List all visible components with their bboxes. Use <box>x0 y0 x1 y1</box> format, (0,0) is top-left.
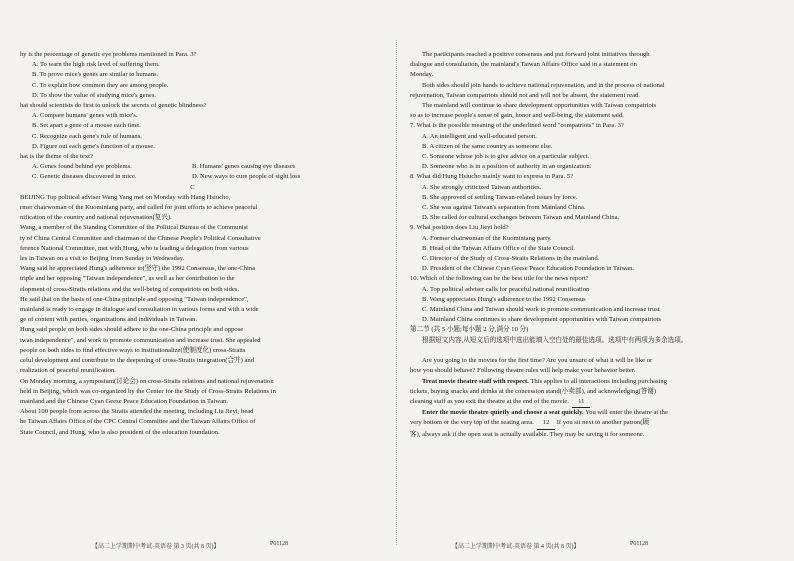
passage-line: On Monday morning, a symposium(讨论会) on cross-Straits relations and national rejuvenation <box>20 377 274 385</box>
option-line: D. Someone who is in a position of authority in an organization. <box>422 163 592 171</box>
option-line: B. Head of the Taiwan Affairs Office of the State Council. <box>422 244 576 252</box>
rule2-line2-pre: very bottom or the very top of the seating area. <box>410 419 534 427</box>
passage-line: Both sides should join hands to achieve national rejuvenation, and in the process of national <box>422 81 665 89</box>
q-line: hat should scientists do first to unlock the secrets of genetic blindness? <box>20 102 207 110</box>
rule1-line <box>410 377 755 387</box>
option-line: A. She strongly criticized Taiwan authorities. <box>422 183 542 191</box>
passage-line: ference National Committee, met with Hung, who is leading a delegation from various <box>20 244 249 252</box>
passage-line: rejuvenation, Taiwan compatriots should not and will not be absent, the statement read. <box>410 91 640 99</box>
q-line: 8. What did Hung Hsiucho mainly want to express in Para. 5? <box>410 173 574 181</box>
passage-line: ge of content with parties, organizations and individuals in Taiwan. <box>20 316 198 324</box>
passage-line: ceful development and contribute to the deepening of cross-Straits integration(合并) and <box>20 357 255 365</box>
rule2-line3: 客), always ask if the open seat is actually available. They may be saving it for someone. <box>410 430 645 438</box>
passage-line: State Council, and Hung, who is also president of the education foundation. <box>20 428 220 436</box>
passage-line: rmer chairwoman of the Kuomintang party, and called for joint efforts to achieve peaceful <box>20 204 258 212</box>
option-line: C. Director of the Study of Cross-Straits Relations in the mainland. <box>422 255 600 263</box>
passage-line: elopment of cross-Straits relations and the well-being of compatriots on both sides. <box>20 285 240 293</box>
passage-line: Wang said he appreciated Hung's adherence to(坚守) the 1992 Consensus, the one-China <box>20 265 256 273</box>
option-line: B. To prove mice's genes are similar to humans. <box>32 71 159 79</box>
right-page-column <box>410 50 755 527</box>
option-line: C. Recognize each gene's role of humans. <box>32 132 142 140</box>
passage-line: realization of peaceful reunification. <box>20 367 116 375</box>
option-row <box>20 162 365 172</box>
passage-line: held in Beijing, which was co-organized by the Center for the Study of Cross-Straits Relations in <box>20 387 276 395</box>
intro-line: how you should behave? Following theatre rules will help make your behavior better. <box>410 367 636 375</box>
passage-line: mainland is ready to engage in dialogue and consultation in various forms and with a wide <box>20 306 259 314</box>
passage-line: The participants reached a positive consensus and put forward joint initiatives through <box>422 51 650 58</box>
option-a: A. Genes found behind eye problems. <box>32 163 132 171</box>
page-divider <box>396 40 397 545</box>
rule2-line2-post: If you sit next to another patron(顾 <box>555 419 650 427</box>
option-line: D. To show the value of studying mice's genes. <box>32 91 157 99</box>
section-heading: 第二节 (共 5 小题;每小题 2 分,满分 10 分) <box>410 326 529 334</box>
option-line: C. Someone whose job is to give advice on a particular subject. <box>422 153 590 161</box>
passage-line: he Taiwan Affairs Office of the CPC Central Committee and the Taiwan Affairs Office of <box>20 418 256 426</box>
option-line: A. To warn the high risk level of suffering them. <box>32 61 160 69</box>
section-letter: C <box>190 183 195 191</box>
passage-line: Wang, a member of the Standing Committee of the Political Bureau of the Communist <box>20 224 249 232</box>
blank-12[interactable]: 12 <box>537 418 555 429</box>
passage-line: BEIJING Top political adviser Wang Yang met on Monday with Hang Hsiucho, <box>20 193 231 201</box>
section-instruction: 根据短文内容,从短文后的选项中选出能填入空白处的最佳选项。选项中有两项为多余选项。 <box>422 336 688 344</box>
option-line: A. Compare humans' genes with mice's. <box>32 112 138 120</box>
passage-line: dialogue and consultation, the mainland's Taiwan Affairs Office said in a statement on <box>410 61 637 69</box>
q-line: hat is the theme of the text? <box>20 153 93 161</box>
passage-line: Hung said people on both sides should adhere to the one-China principle and oppose <box>20 326 244 334</box>
rule2-line <box>410 408 755 418</box>
q-line: 10. Which of the following can be the best title for the news report? <box>410 275 589 283</box>
blank-11[interactable]: 11 <box>572 397 590 408</box>
rule1-line2: tickets, buying snacks and drinks at the concession stand(小卖部), and acknowledging(答谢) <box>410 387 657 395</box>
q-line: 9. What position does Liu Jieyi hold? <box>410 224 509 232</box>
left-footer-label: 【高二上学期期中考试·英语卷 第 3 页(共 8 页)】 <box>92 544 220 550</box>
passage-line: iwan independence", and work to promote communication and increase trust. She appealed <box>20 336 261 344</box>
option-c: C. Genetic diseases discovered in mice. <box>32 173 137 181</box>
passage-line: Monday. <box>410 71 434 79</box>
rule1-heading: Treat movie theatre staff with respect. <box>422 377 529 385</box>
option-line: C. Mainland China and Taiwan should work to promote communication and increase trust <box>422 306 660 314</box>
option-line: D. Mainland China continues to share development opportunities with Taiwan compatriots <box>422 316 662 324</box>
option-line: D. She called for cultural exchanges between Taiwan and Mainland China. <box>422 214 620 222</box>
left-footer-code: P01128 <box>270 541 289 547</box>
passage-line: people on both sides to find effective ways to institutionalize(使制度化) cross-Straits <box>20 346 246 354</box>
rule1-text: This applies to all interactions including purchasing <box>528 377 667 385</box>
q-line: 7. What is the possible meaning of the underlined word "compatriots" in Para. 3? <box>410 122 624 130</box>
rule2-heading: Enter the movie theatre quietly and choose a seat quickly. <box>422 409 584 417</box>
q-line: hy is the percentage of genetic eye problems mentioned in Para. 3? <box>20 51 197 58</box>
passage-line: He said that on the basis of one-China principle and opposing "Taiwan independence", <box>20 295 249 303</box>
intro-line: Are you going to the movies for the first time? Are you unsure of what it will be like or <box>422 357 653 365</box>
option-line: B. Set apart a gene of a mouse each time. <box>32 122 141 130</box>
option-line: A. Top political adviser calls for peaceful national reunification <box>422 285 590 293</box>
option-line: B. She approved of settling Taiwan-related issues by force. <box>422 193 578 201</box>
rule2-line2 <box>410 418 755 429</box>
passage-line: les in Taiwan on a visit to Beijing from Sunday to Wednesday. <box>20 255 185 263</box>
passage-line: mainland and the Chinese Cyan Geese Peace Education Foundation in Taiwan. <box>20 397 228 405</box>
passage-line: The mainland will continue to share development opportunities with Taiwan compatriots <box>422 102 657 110</box>
option-row <box>20 172 365 182</box>
option-b: B. Humans' genes causing eye diseases <box>192 163 296 171</box>
right-footer-code: P01128 <box>630 541 649 547</box>
option-line: A. Former chairwoman of the Kuomintang party. <box>422 234 552 242</box>
option-line: A. An intelligent and well-educated person. <box>422 132 537 140</box>
option-line: C. To explain how common they are among people. <box>32 81 169 89</box>
passage-line: so as to increase people's sense of gain, honor and well-being, the statement said. <box>410 112 624 120</box>
rule1-line3-text: cleaning staff as you exit the theatre at the end of the movie. <box>410 397 569 405</box>
passage-line: About 100 people from across the Straits attended the meeting, including Liu Jieyi, head <box>20 408 254 416</box>
passage-line: ty of China Central Committee and chairman of the Chinese People's Political Consultative <box>20 234 261 242</box>
option-line: D. President of the Chinese Cyan Geese Peace Education Foundation in Taiwan. <box>422 265 635 273</box>
rule1-line3 <box>410 397 755 408</box>
right-footer-label: 【高二上学期期中考试·英语卷 第 4 页(共 8 页)】 <box>452 544 580 550</box>
rule2-text: You will enter the theatre at the <box>583 409 668 417</box>
option-line: B. Wang appreciates Hung's adherence to the 1992 Consensus <box>422 295 586 303</box>
option-line: C. She was against Taiwan's separation from Mainland China. <box>422 204 586 212</box>
left-page-column <box>20 50 365 493</box>
option-line: D. Figure out each gene's function of a mouse. <box>32 142 155 150</box>
passage-line <box>410 346 755 356</box>
passage-line: nification of the country and national rejuvenation(复兴). <box>20 214 172 222</box>
option-d: D. New ways to cure people of sight loss <box>192 173 301 181</box>
option-line: B. A citizen of the same country as someone else. <box>422 142 553 150</box>
passage-line: triple and her opposing "Taiwan independence", as well as her contribution to the <box>20 275 235 283</box>
